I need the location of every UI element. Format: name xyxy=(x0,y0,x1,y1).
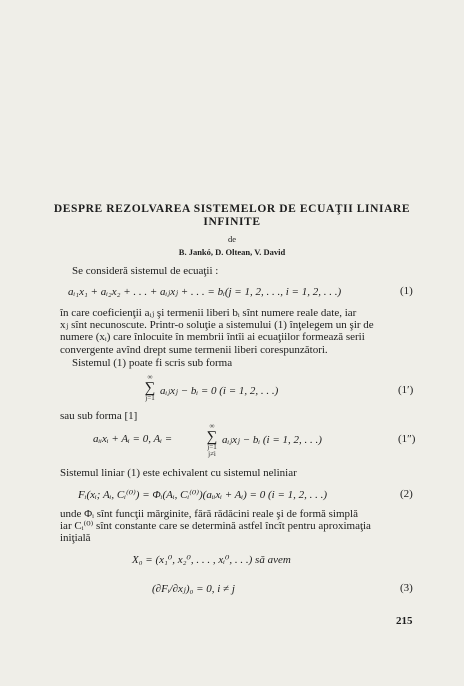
paragraph-3: sau sub forma [1] xyxy=(60,410,138,422)
paragraph-1-line: în care coeficienţii aᵢⱼ şi termenii liberi bᵢ sînt numere reale date, iar xyxy=(60,307,357,319)
by-word: de xyxy=(227,234,237,244)
equation-1-double-prime-left: aᵢᵢxᵢ + Aᵢ = 0, Aᵢ = xyxy=(93,433,173,445)
equation-x0: X₀ = (x₁⁰, x₂⁰, . . . , xᵢ⁰, . . .) să avem xyxy=(132,554,291,566)
sum-lower-limit-condition: j≠i xyxy=(208,450,216,458)
equation-2: Fᵢ(xᵢ; Aᵢ, Cᵢ⁽⁰⁾) = Φᵢ(Aᵢ, Cᵢ⁽⁰⁾)(aᵢᵢxᵢ + Aᵢ) = 0 (i = 1, 2, . . .) xyxy=(78,489,328,501)
sum-lower-limit: j=1 xyxy=(207,443,217,451)
paragraph-1-line: numere (xᵢ) care înlocuite în membrii întîi ai ecuaţiilor formează serii xyxy=(60,331,365,344)
sum-upper-limit: ∞ xyxy=(147,373,153,381)
equation-1-label: (1) xyxy=(400,285,413,297)
sigma-glyph: ∑ xyxy=(206,429,218,445)
page-number: 215 xyxy=(396,615,413,627)
paper-title-line-1: DESPRE REZOLVAREA SISTEMELOR DE ECUAŢII LINIARE xyxy=(53,203,411,215)
paragraph-5-line: iniţială xyxy=(60,532,91,545)
paragraph-1-line: convergente avînd drept sume termenii liberi corespunzători. xyxy=(60,343,328,356)
paragraph-2: Sistemul (1) poate fi scris sub forma xyxy=(72,357,233,369)
equation-1-prime: aᵢⱼxⱼ − bᵢ = 0 (i = 1, 2, . . .) xyxy=(160,385,279,397)
equation-2-label: (2) xyxy=(400,488,413,500)
paragraph-1 xyxy=(60,307,418,356)
sigma-glyph: ∑ xyxy=(144,380,156,396)
authors: B. Jankó, D. Oltean, V. David xyxy=(178,247,286,257)
sum-upper-limit: ∞ xyxy=(209,422,215,430)
equation-1-prime-label: (1′) xyxy=(398,384,414,396)
paragraph-4: Sistemul liniar (1) este echivalent cu sistemul neliniar xyxy=(60,467,297,479)
equation-1-double-prime-right: aᵢⱼxⱼ − bᵢ (i = 1, 2, . . .) xyxy=(222,434,322,446)
equation-3: (∂Fᵢ/∂xⱼ)₀ = 0, i ≠ j xyxy=(152,583,235,595)
paragraph-1-line: xⱼ sînt necunoscute. Printr-o soluţie a sistemului (1) înţelegem un şir de xyxy=(60,319,374,332)
equation-1-double-prime-label: (1″) xyxy=(398,433,416,445)
paragraph-5-line: unde Φᵢ sînt funcţii mărginite, fără rădăcini reale şi de formă simplă xyxy=(60,508,358,520)
equation-1: aᵢ₁x₁ + aᵢ₂x₂ + . . . + aᵢⱼxⱼ + . . . = bᵢ(j = 1, 2, . . ., i = 1, 2, . . .) xyxy=(68,286,342,298)
sum-lower-limit: j=1 xyxy=(145,394,155,402)
paragraph-5 xyxy=(60,508,418,545)
paragraph-5-line: iar Cᵢ⁽⁰⁾ sînt constante care se determină astfel încît pentru aproximaţia xyxy=(60,520,371,533)
sum-symbol-1pp xyxy=(204,423,220,458)
intro-text: Se consideră sistemul de ecuaţii : xyxy=(72,265,219,277)
equation-3-label: (3) xyxy=(400,582,413,594)
paper-title-line-2: INFINITE xyxy=(203,216,261,228)
sum-symbol-1p xyxy=(142,374,158,402)
